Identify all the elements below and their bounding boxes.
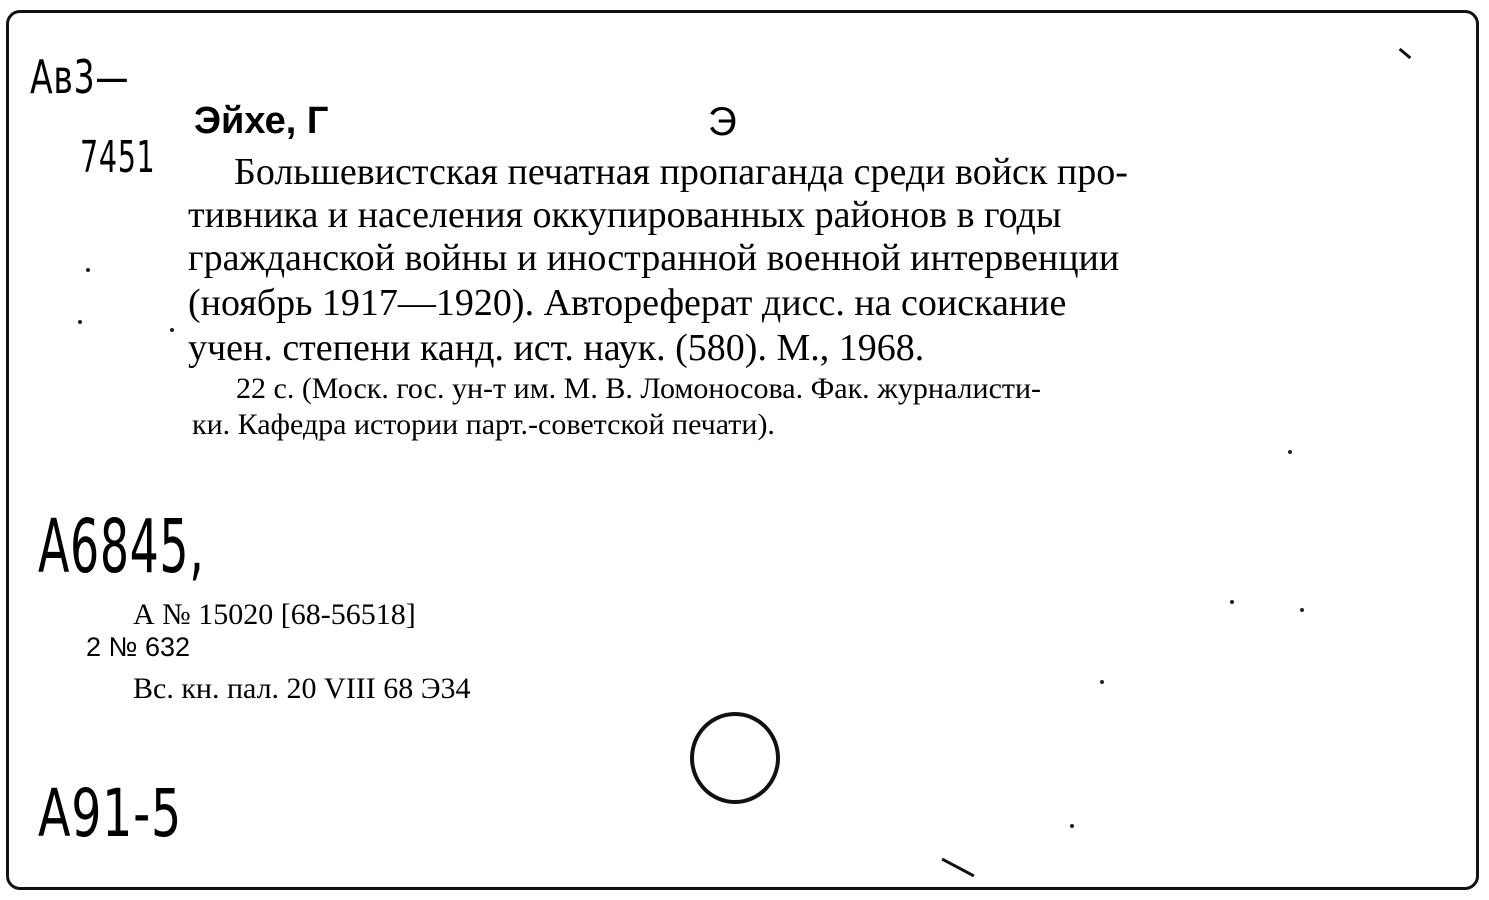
chamber-record: Вс. кн. пал. 20 VIII 68 Э34 [133,672,471,705]
title-line: Большевистская печатная пропаганда среди войск про- [234,151,1128,193]
imprint-line: учен. степени канд. ист. наук. (580). М., 1968. [188,327,925,369]
title-line: тивника и населения оккупированных районов в годы [188,194,1062,236]
copy-number: 2 № 632 [86,632,191,662]
punch-hole-circle [690,712,780,804]
title-line: гражданской войны и иностранной военной интервенции [188,237,1120,279]
speck [1100,680,1104,684]
handwritten-shelf-number: 7451 [80,132,156,183]
collation-note: 22 с. (Моск. гос. ун-т им. М. В. Ломоносова. Фак. журналисти- [236,372,1042,405]
handwritten-call-number: А6845, [38,504,205,590]
handwritten-shelf-mark: Ав3— [30,50,130,104]
index-letter: Э [708,100,737,144]
speck [78,320,82,324]
title-line: (ноябрь 1917—1920). Автореферат дисс. на соискание [188,282,1067,324]
accession-number: А № 15020 [68-56518] [133,598,416,631]
speck [1070,824,1074,828]
handwritten-bottom-mark: А91-5 [38,775,182,852]
speck [170,328,174,332]
speck [1230,600,1234,604]
speck [1288,450,1292,454]
speck [86,268,90,272]
collation-note: ки. Кафедра истории парт.-советской печати). [192,408,775,441]
speck [1300,608,1304,612]
author-name: Эйхе, Г [194,100,329,142]
